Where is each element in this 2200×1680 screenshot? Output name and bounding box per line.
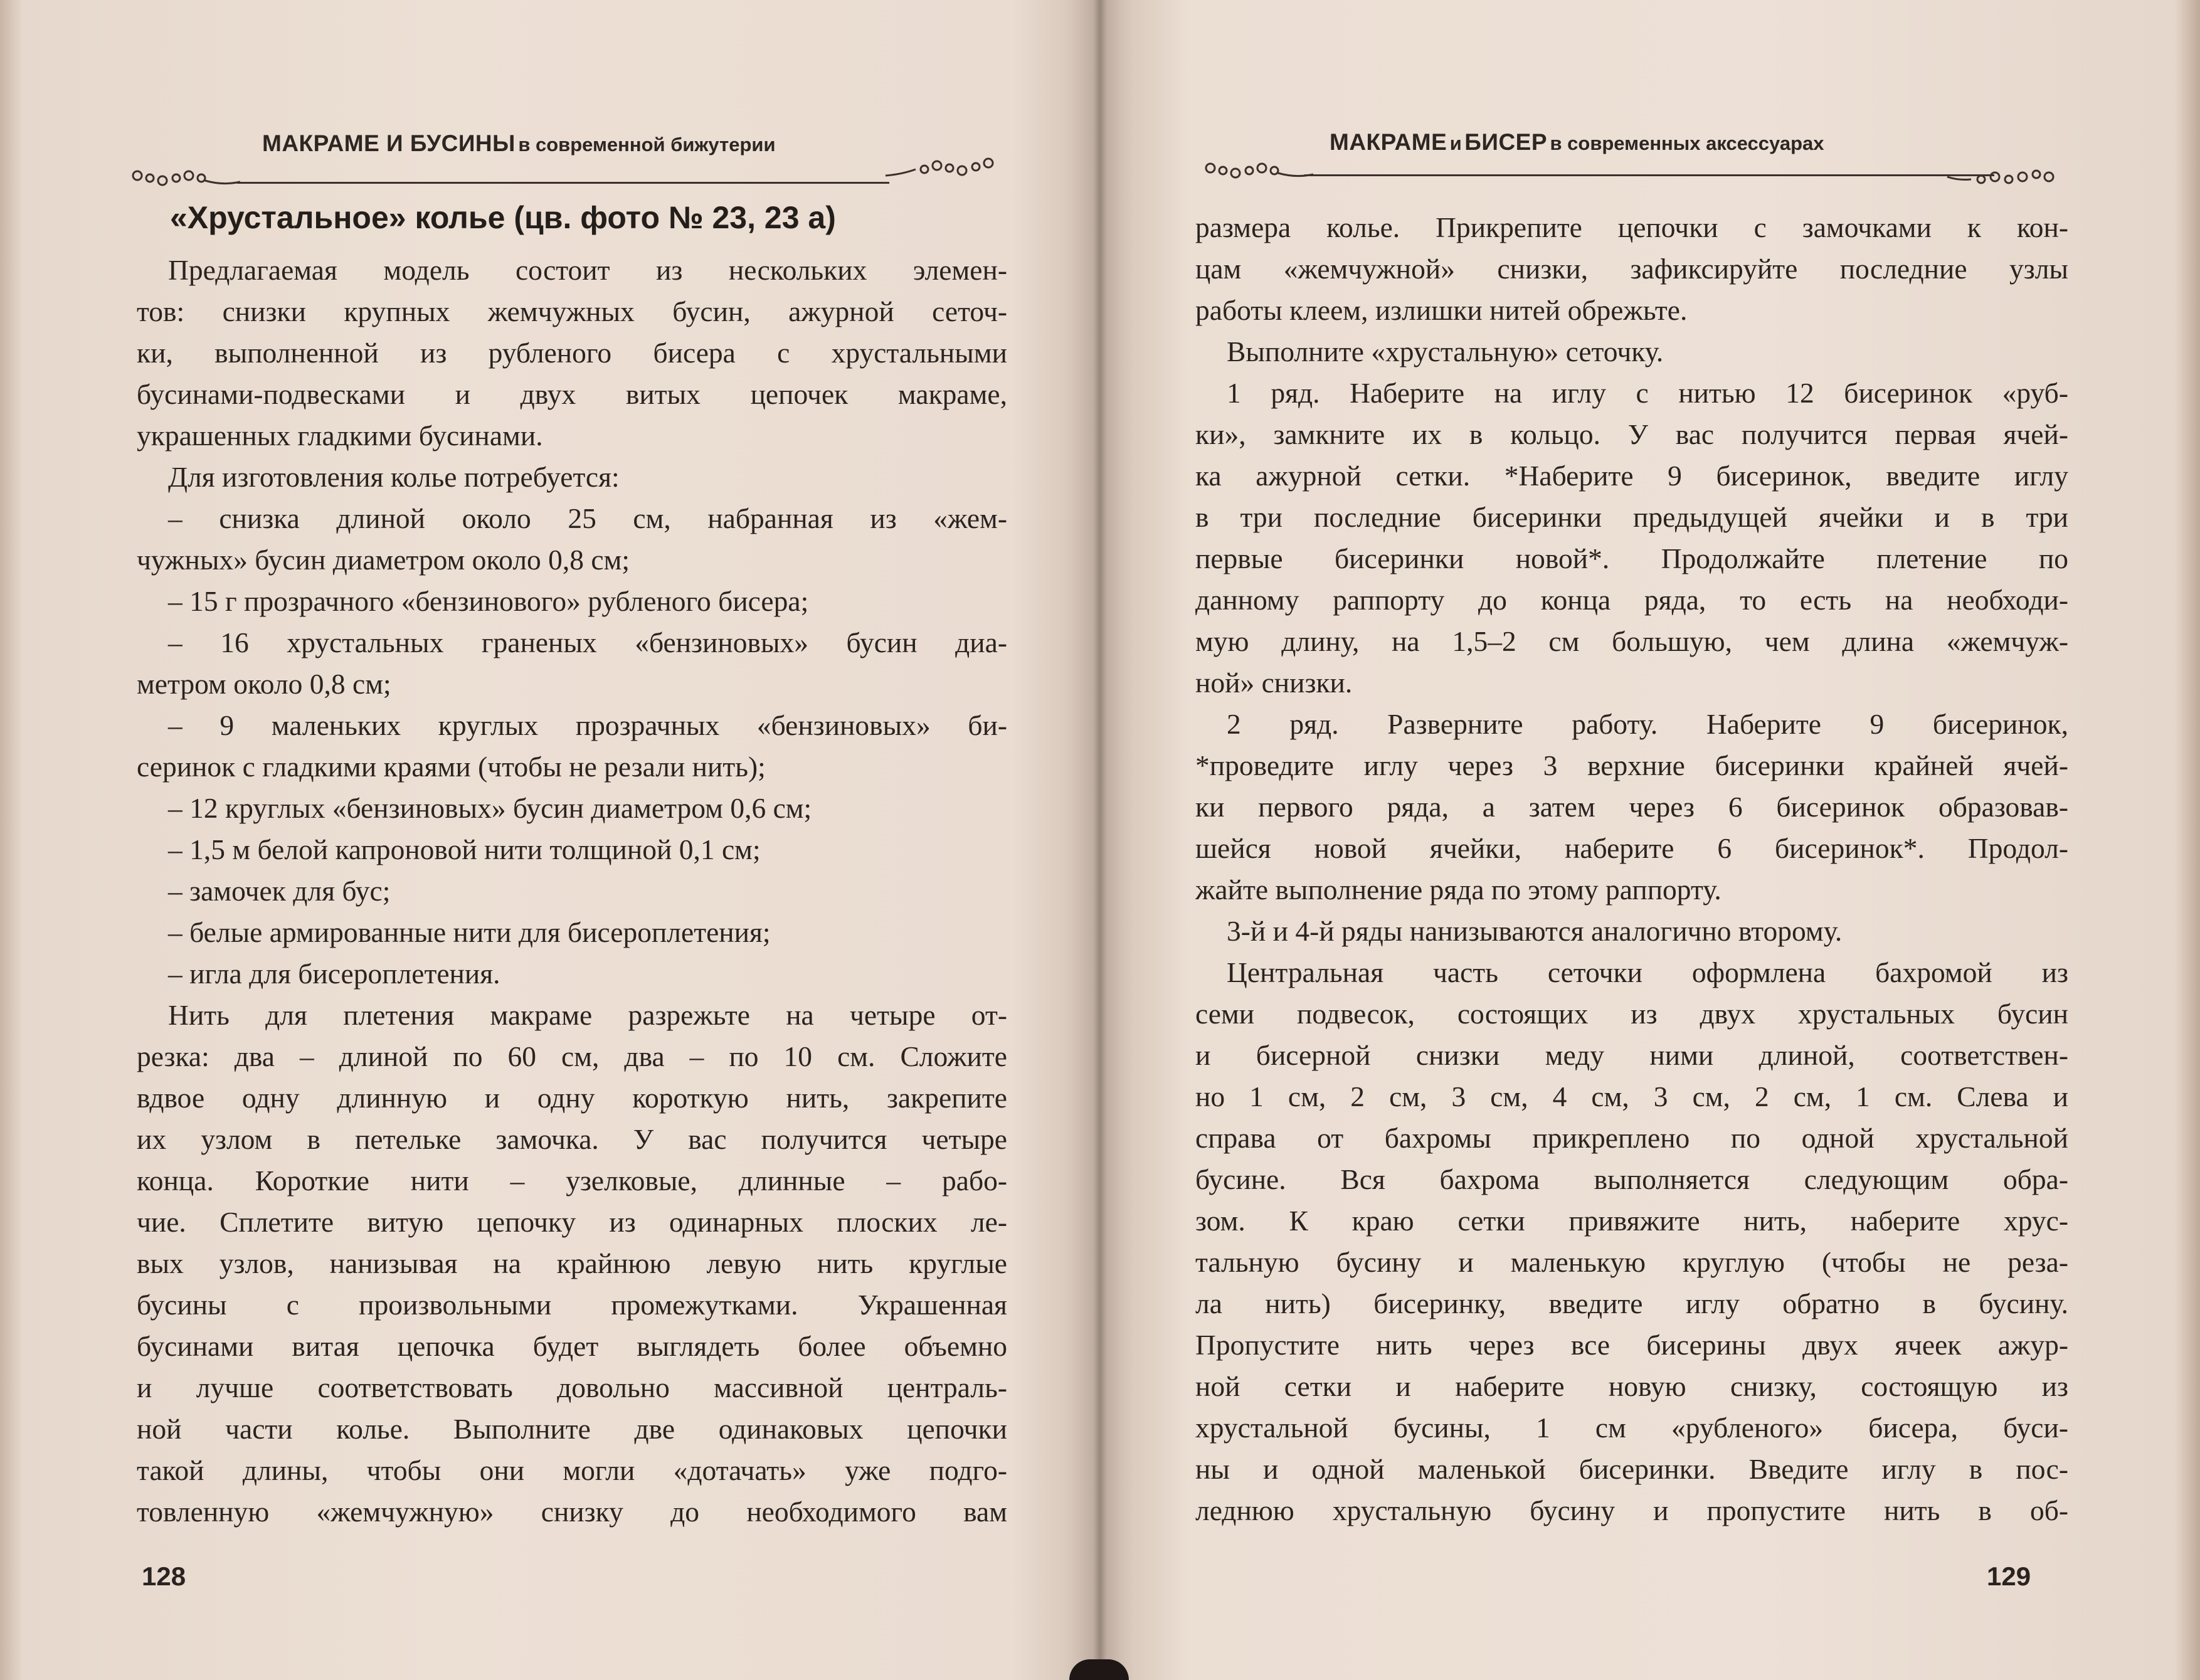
left-head-rule [237, 182, 889, 184]
text-line: вдвое одну длинную и одну короткую нить, закрепите [137, 1082, 1007, 1114]
text-line: – 12 круглых «бензиновых» бусин диаметром 0,6 см; [168, 792, 812, 824]
text-line: вых узлов, нанизывая на крайнюю левую нить круглые [137, 1247, 1007, 1279]
left-page-number: 128 [142, 1561, 186, 1591]
text-line: тальную бусину и маленькую круглую (чтобы не реза- [1195, 1246, 2068, 1278]
right-ornament-end-icon [1946, 164, 2059, 189]
text-line: ка ажурной сетки. *Наберите 9 бисеринок, введите иглу [1195, 460, 2068, 492]
text-line: но 1 см, 2 см, 3 см, 4 см, 3 см, 2 см, 1 см. Слева и [1195, 1080, 2068, 1112]
text-line: – 16 хрустальных граненых «бензиновых» бусин диа- [168, 626, 1007, 658]
text-line: бусине. Вся бахрома выполняется следующим обра- [1195, 1163, 2068, 1195]
text-line: ной» снизки. [1195, 667, 1353, 699]
left-body-text [137, 250, 1007, 1533]
left-running-head-rest: в современной бижутерии [518, 134, 776, 156]
text-line: бусинами витая цепочка будет выглядеть более объемно [137, 1330, 1007, 1362]
text-line: Выполните «хрустальную» сеточку. [1227, 335, 1664, 367]
text-line: *проведите иглу через 3 верхние бисеринки крайней ячей- [1195, 749, 2068, 781]
right-running-head [1330, 129, 1824, 156]
text-line: – 15 г прозрачного «бензинового» рубленого бисера; [168, 585, 809, 617]
text-line: шейся новой ячейки, наберите 6 бисеринок*. Продол- [1195, 832, 2068, 864]
text-line: ной части колье. Выполните две одинаковых цепочки [137, 1413, 1007, 1445]
text-line: товленную «жемчужную» снизку до необходимого вам [137, 1496, 1007, 1528]
text-line: работы клеем, излишки нитей обрежьте. [1195, 294, 1688, 326]
left-running-head [262, 130, 776, 157]
text-line: 3-й и 4-й ряды нанизываются аналогично второму. [1227, 915, 1843, 947]
left-page [0, 0, 1091, 1680]
text-line: ки», замкните их в кольцо. У вас получится первая ячей- [1195, 418, 2068, 450]
text-line: семи подвесок, состоящих из двух хрустальных бусин [1195, 998, 2068, 1030]
text-line: и лучше соответствовать довольно массивной централь- [137, 1371, 1007, 1403]
right-running-head-rest: в современных аксессуарах [1550, 132, 1824, 154]
text-line: – замочек для бус; [168, 875, 391, 907]
text-line: метром около 0,8 см; [137, 668, 391, 700]
text-line: Пропустите нить через все бисерины двух ячеек ажур- [1195, 1329, 2068, 1361]
right-running-head-caps2: БИСЕР [1464, 129, 1548, 155]
right-body-text [1195, 207, 2068, 1531]
text-line: тов: снизки крупных жемчужных бусин, ажурной сеточ- [137, 295, 1007, 327]
text-line: и бисерной снизки меду ними длиной, соответствен- [1195, 1039, 2068, 1071]
text-line: бусины с произвольными промежутками. Украшенная [137, 1289, 1007, 1321]
text-line: – 1,5 м белой капроновой нити толщиной 0,1 см; [168, 833, 761, 865]
right-running-head-mid: и [1449, 132, 1462, 154]
text-line: ла нить) бисеринку, введите иглу обратно в бусину. [1195, 1287, 2068, 1319]
text-line: – снизка длиной около 25 см, набранная из «жем- [168, 502, 1007, 534]
right-ornament-icon [1202, 157, 1314, 182]
text-line: бусинами-подвесками и двух витых цепочек макраме, [137, 378, 1007, 410]
text-line: размера колье. Прикрепите цепочки с замочками к кон- [1195, 211, 2068, 243]
text-line: зом. К краю сетки привяжите нить, наберите хрус- [1195, 1205, 2068, 1237]
text-line: – 9 маленьких круглых прозрачных «бензиновых» би- [168, 709, 1007, 741]
text-line: 1 ряд. Наберите на иглу с нитью 12 бисеринок «руб- [1227, 377, 2068, 409]
text-line: резка: два – длиной по 60 см, два – по 10 см. Сложите [137, 1040, 1007, 1072]
left-running-head-caps: МАКРАМЕ И БУСИНЫ [262, 130, 516, 156]
text-line: справа от бахромы прикреплено по одной хрустальной [1195, 1122, 2068, 1154]
text-line: – белые армированные нити для бисероплетения; [168, 916, 771, 948]
text-line: ки первого ряда, а затем через 6 бисеринок образовав- [1195, 791, 2068, 823]
text-line: чие. Сплетите витую цепочку из одинарных плоских ле- [137, 1206, 1007, 1238]
text-line: конца. Короткие нити – узелковые, длинные – рабо- [137, 1165, 1007, 1197]
text-line: их узлом в петельке замочка. У вас получится четыре [137, 1123, 1007, 1155]
left-ornament-icon [129, 164, 241, 189]
article-heading: «Хрустальное» колье (цв. фото № 23, 23 а) [170, 200, 836, 235]
text-line: ны и одной маленькой бисеринки. Введите иглу в пос- [1195, 1453, 2068, 1485]
text-line: мую длину, на 1,5–2 см большую, чем длина «жемчуж- [1195, 625, 2068, 657]
right-page-number: 129 [1987, 1561, 2031, 1591]
left-ornament-end-icon [884, 154, 997, 179]
right-running-head-caps: МАКРАМЕ [1330, 129, 1447, 155]
text-line: 2 ряд. Разверните работу. Наберите 9 бисеринок, [1227, 708, 2068, 740]
text-line: ной сетки и наберите новую снизку, состоящую из [1195, 1370, 2068, 1402]
text-line: хрустальной бусины, 1 см «рубленого» бисера, буси- [1195, 1412, 2068, 1444]
text-line: украшенных гладкими бусинами. [137, 420, 543, 452]
text-line: Для изготовления колье потребуется: [168, 461, 620, 493]
text-line: данному раппорту до конца ряда, то есть на необходи- [1195, 584, 2068, 616]
right-head-rule [1304, 174, 1994, 176]
text-line: серинок с гладкими краями (чтобы не резали нить); [137, 751, 766, 783]
text-line: в три последние бисеринки предыдущей ячейки и в три [1195, 501, 2068, 533]
text-line: Нить для плетения макраме разрежьте на четыре от- [168, 999, 1007, 1031]
text-line: цам «жемчужной» снизки, зафиксируйте последние узлы [1195, 253, 2068, 285]
text-line: чужных» бусин диаметром около 0,8 см; [137, 544, 630, 576]
text-line: леднюю хрустальную бусину и пропустите нить в об- [1195, 1494, 2068, 1526]
text-line: Предлагаемая модель состоит из нескольких элемен- [168, 254, 1007, 286]
text-line: – игла для бисероплетения. [168, 958, 500, 990]
text-line: жайте выполнение ряда по этому раппорту. [1195, 874, 1721, 906]
text-line: такой длины, чтобы они могли «дотачать» уже подго- [137, 1454, 1007, 1486]
text-line: ки, выполненной из рубленого бисера с хрустальными [137, 337, 1007, 369]
text-line: первые бисеринки новой*. Продолжайте плетение по [1195, 542, 2068, 574]
text-line: Центральная часть сеточки оформлена бахромой из [1227, 956, 2068, 988]
right-page [1109, 0, 2200, 1680]
